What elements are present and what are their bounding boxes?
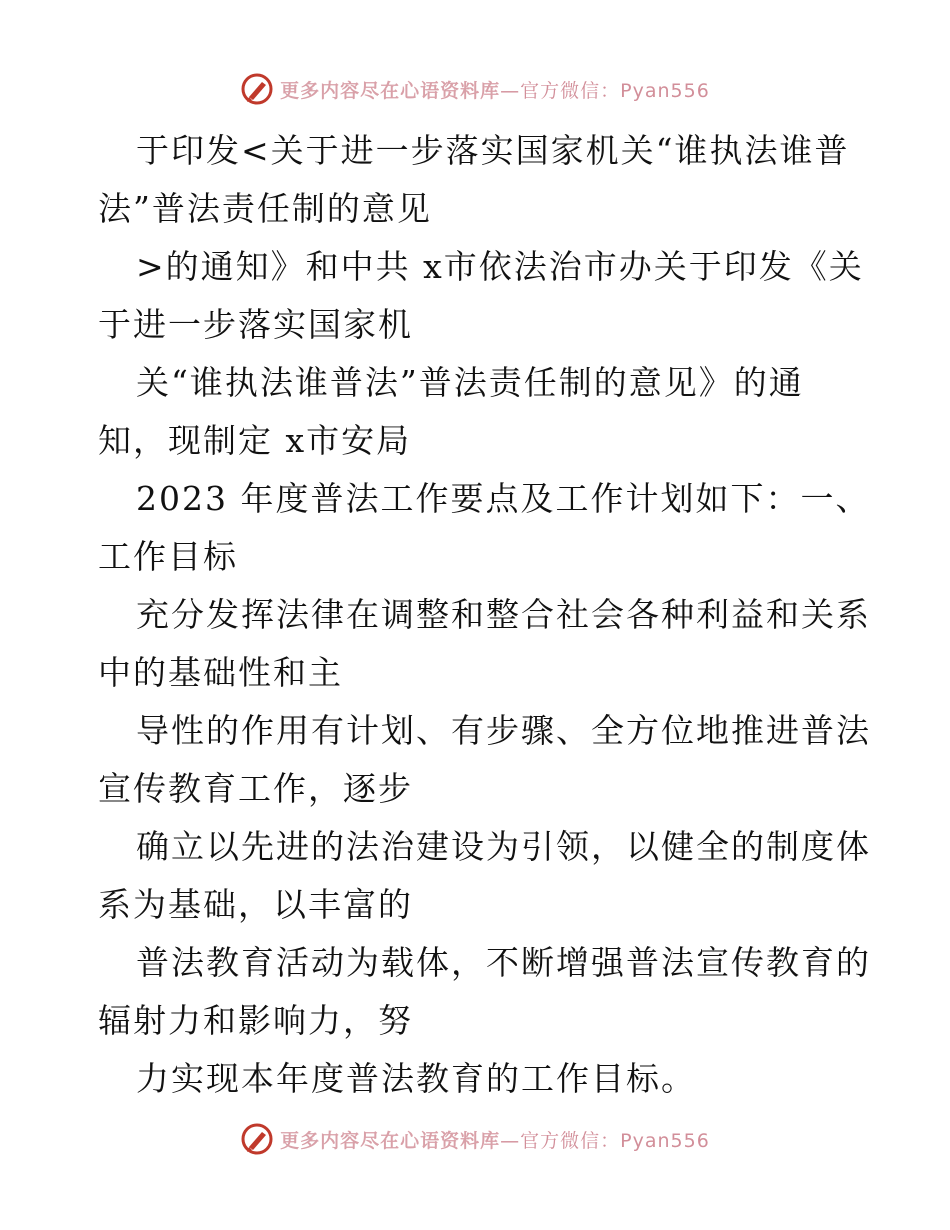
paragraph-line: 系为基础，以丰富的 bbox=[98, 885, 413, 924]
header-banner-suffix: —官方微信：Pyan556 bbox=[500, 79, 710, 102]
pen-logo-icon bbox=[240, 1122, 274, 1156]
header-banner bbox=[0, 72, 950, 106]
header-banner-text bbox=[280, 76, 710, 103]
paragraph-line: 于印发<关于进一步落实国家机关“谁执法谁普 bbox=[136, 131, 850, 170]
paragraph-line: 普法教育活动为载体，不断增强普法宣传教育的 bbox=[136, 943, 871, 982]
paragraph-line: 宣传教育工作，逐步 bbox=[98, 769, 413, 808]
paragraph-line: 知，现制定 x市安局 bbox=[98, 421, 412, 460]
paragraph-line: 2023 年度普法工作要点及工作计划如下：一、 bbox=[136, 479, 871, 518]
paragraph-line: 法”普法责任制的意见 bbox=[98, 189, 432, 228]
paragraph-line: 充分发挥法律在调整和整合社会各种利益和关系 bbox=[136, 595, 871, 634]
paragraph-line: 确立以先进的法治建设为引领，以健全的制度体 bbox=[136, 827, 871, 866]
footer-banner-suffix: —官方微信：Pyan556 bbox=[500, 1129, 710, 1152]
paragraph-line: 关“谁执法谁普法”普法责任制的意见》的通 bbox=[136, 363, 804, 402]
paragraph-line: 辐射力和影响力，努 bbox=[98, 1001, 413, 1040]
paragraph-line: 导性的作用有计划、有步骤、全方位地推进普法 bbox=[136, 711, 871, 750]
paragraph-line: >的通知》和中共 x市依法治市办关于印发《关 bbox=[136, 247, 864, 286]
header-banner-main: 更多内容尽在心语资料库 bbox=[280, 79, 501, 102]
paragraph-line: 于进一步落实国家机 bbox=[98, 305, 413, 344]
footer-banner bbox=[0, 1122, 950, 1156]
footer-banner-main: 更多内容尽在心语资料库 bbox=[280, 1129, 501, 1152]
document-body bbox=[98, 122, 871, 1108]
pen-logo-icon bbox=[240, 72, 274, 106]
paragraph-line: 工作目标 bbox=[98, 537, 238, 576]
paragraph-line: 力实现本年度普法教育的工作目标。 bbox=[136, 1059, 696, 1098]
footer-banner-text bbox=[280, 1126, 710, 1153]
paragraph-line: 中的基础性和主 bbox=[98, 653, 343, 692]
